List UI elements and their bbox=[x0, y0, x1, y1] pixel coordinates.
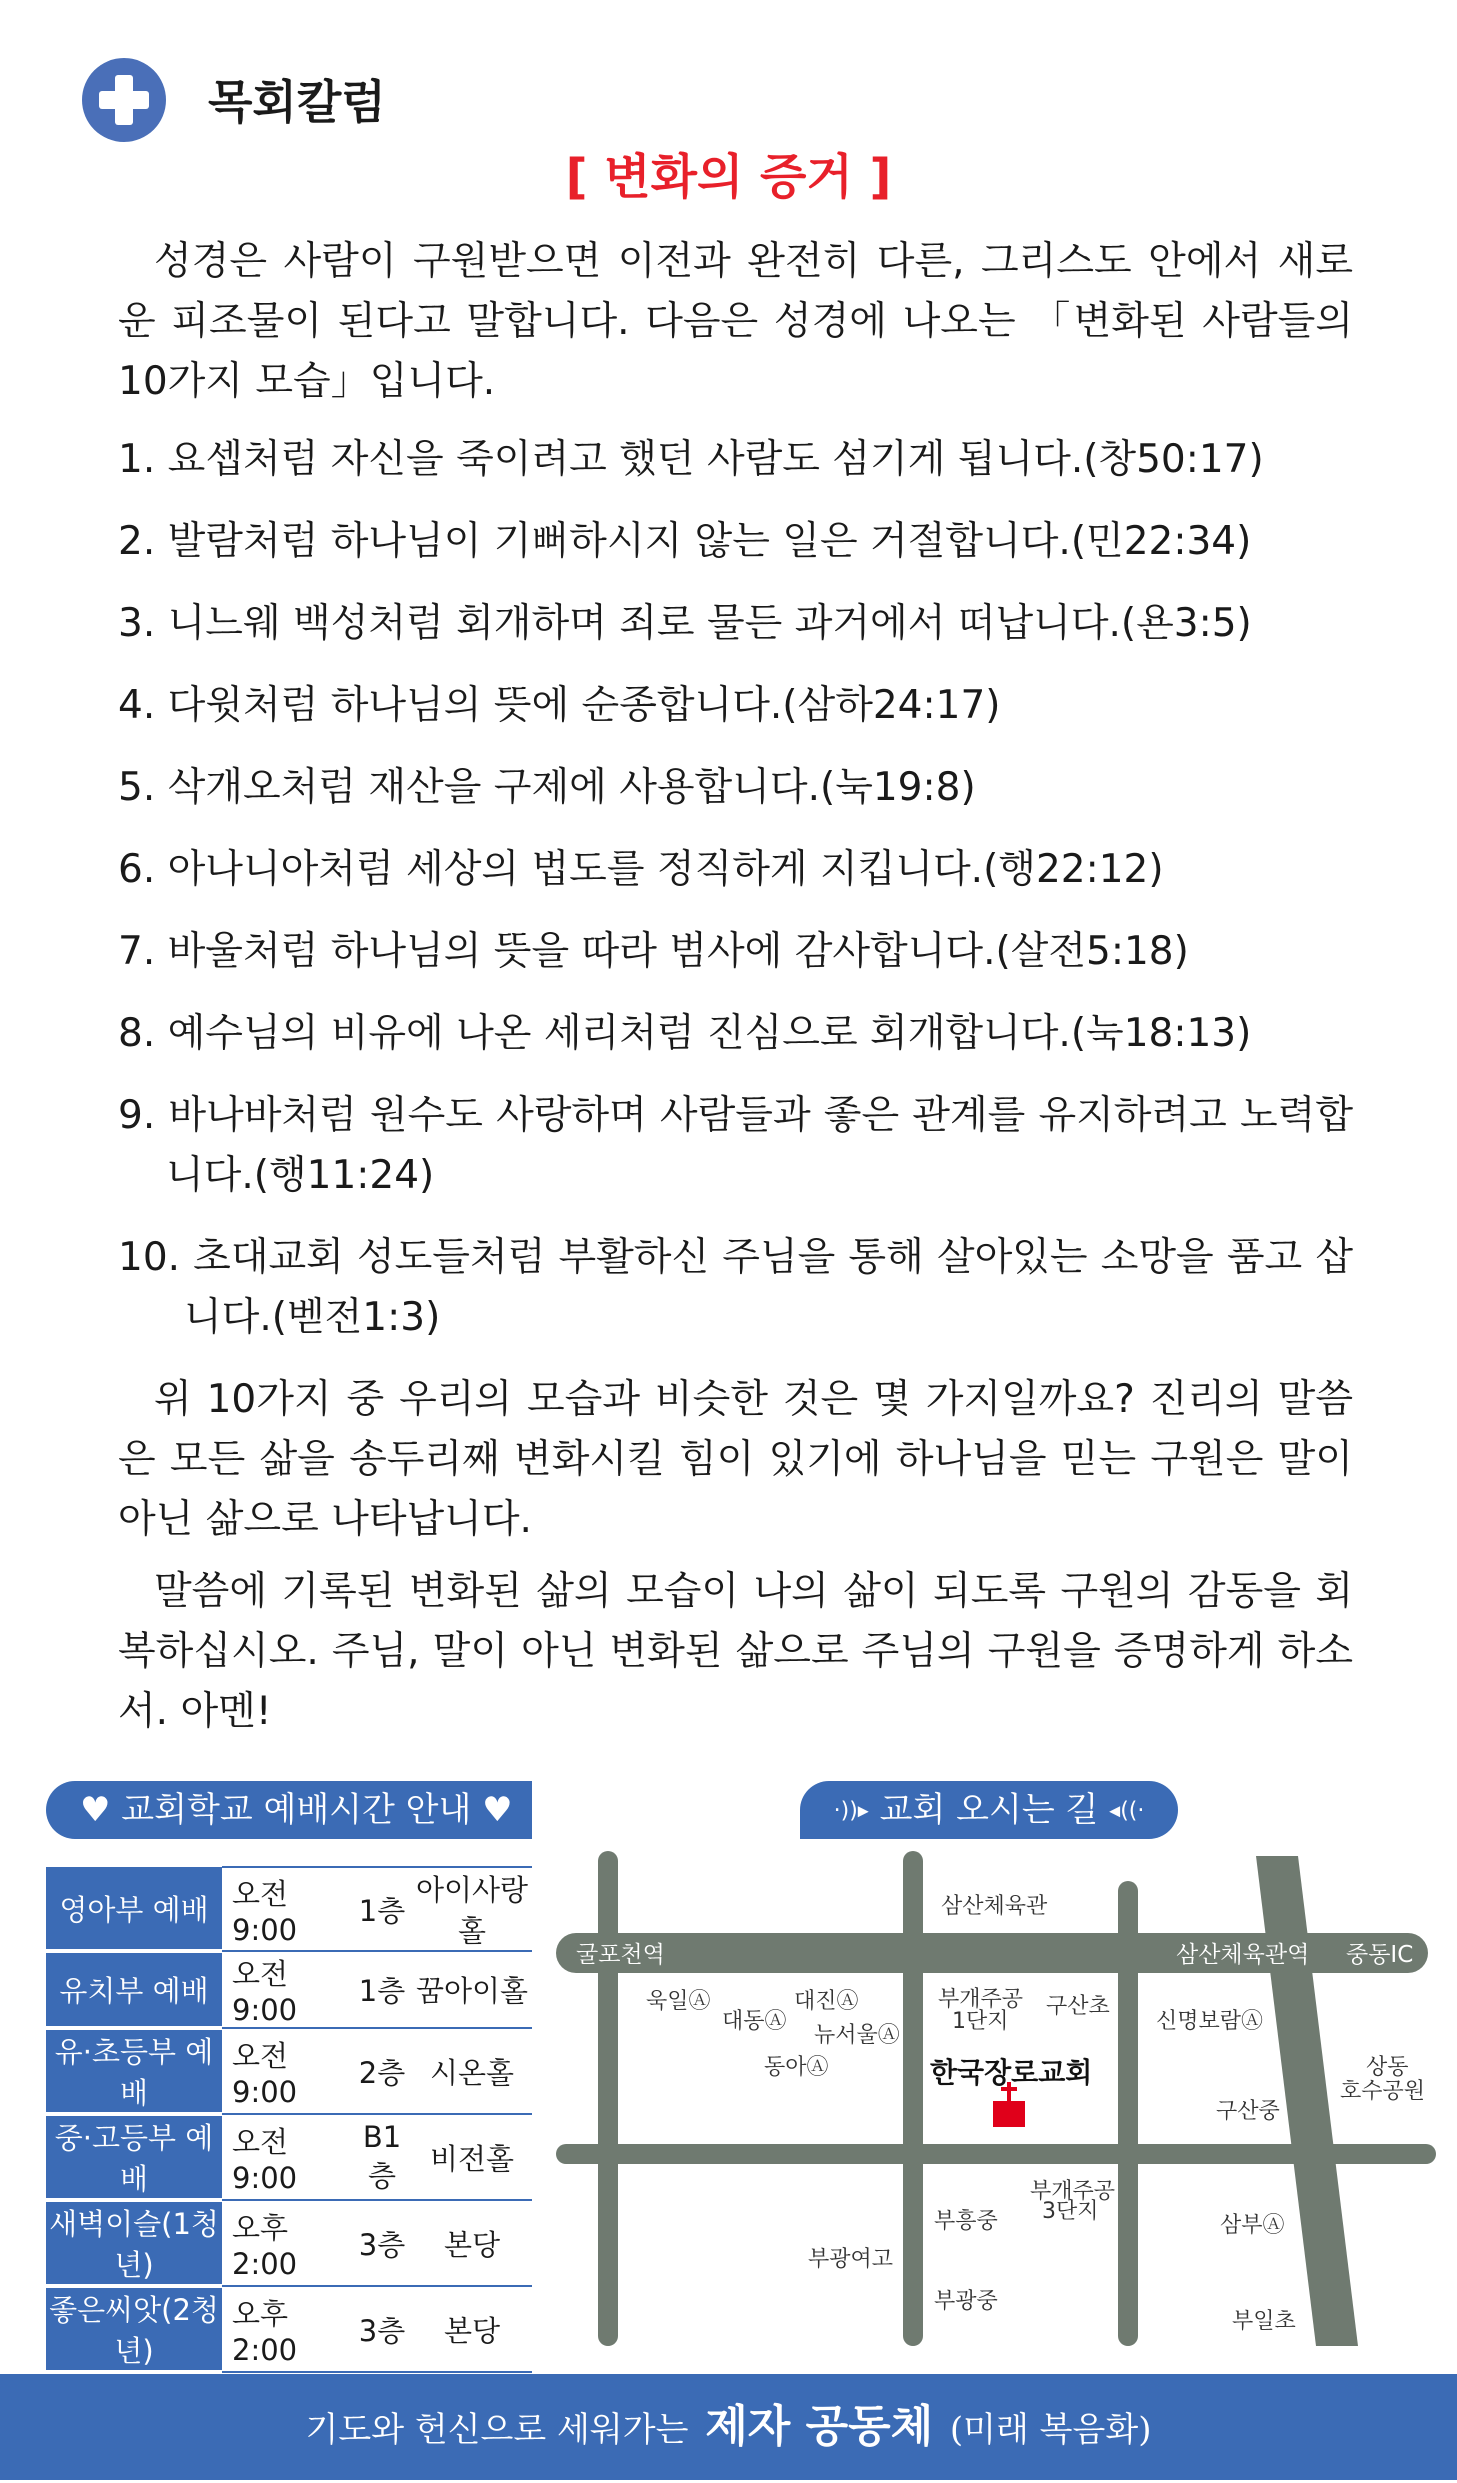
church-marker bbox=[993, 2101, 1025, 2127]
room-cell: 본당 bbox=[412, 2200, 532, 2286]
list-item: 10. 초대교회 성도들처럼 부활하신 주님을 통해 살아있는 소망을 품고 삽니다.(벧전1:3) bbox=[118, 1235, 1353, 1340]
floor-cell: B1층 bbox=[352, 2114, 412, 2200]
road bbox=[598, 1851, 618, 2346]
footer-text: 기도와 헌신으로 세워가는 bbox=[305, 2410, 689, 2450]
list-item: 7. 바울처럼 하나님의 뜻을 따라 범사에 감사합니다.(살전5:18) bbox=[118, 929, 1189, 974]
dept-label: 중·고등부 예배 bbox=[46, 2114, 222, 2200]
map-label: 대동Ⓐ bbox=[722, 2009, 787, 2034]
room-cell: 시온홀 bbox=[412, 2028, 532, 2114]
time-cell: 오후 2:00 bbox=[222, 2286, 352, 2372]
map-label: 신명보람Ⓐ bbox=[1156, 2009, 1264, 2034]
list-item: 6. 아나니아처럼 세상의 법도를 정직하게 지킵니다.(행22:12) bbox=[118, 847, 1164, 892]
intro-paragraph: 성경은 사람이 구원받으면 이전과 완전히 다른, 그리스도 안에서 새로운 피조물이 된다고 말합니다. 다음은 성경에 나오는 「변화된 사람들의 10가지 모습」입니다. bbox=[118, 239, 1353, 404]
map-label: 부광여고 bbox=[808, 2247, 894, 2272]
map-label: 굴포천역 bbox=[576, 1942, 665, 1968]
dept-label: 유·초등부 예배 bbox=[46, 2028, 222, 2114]
sound-waves-icon: ◂((· bbox=[1109, 1798, 1145, 1824]
time-cell: 오전 9:00 bbox=[222, 1867, 352, 1951]
paragraph-3: 말씀에 기록된 변화된 삶의 모습이 나의 삶이 되도록 구원의 감동을 회복하십시오. 주님, 말이 아닌 변화된 삶으로 주님의 구원을 증명하게 하소서. 아멘! bbox=[118, 1569, 1353, 1734]
floor-cell: 3층 bbox=[352, 2200, 412, 2286]
map-label: 상동 bbox=[1366, 2055, 1409, 2080]
plus-icon bbox=[82, 58, 166, 142]
time-cell: 오전 9:00 bbox=[222, 1951, 352, 2028]
time-cell: 오후 2:00 bbox=[222, 2200, 352, 2286]
map-label: 부광중 bbox=[934, 2289, 998, 2314]
map-label: 3단지 bbox=[1042, 2199, 1099, 2224]
paragraph-2: 위 10가지 중 우리의 모습과 비슷한 것은 몇 가지일까요? 진리의 말씀은 모든 삶을 송두리째 변화시킬 힘이 있기에 하나님을 믿는 구원은 말이 아닌 삶으로 나타납니다. bbox=[118, 1377, 1353, 1542]
room-cell: 아이사랑홀 bbox=[412, 1867, 532, 1951]
church-name: 한국장로교회 bbox=[930, 2056, 1093, 2089]
map-label: 동아Ⓐ bbox=[764, 2055, 829, 2080]
schedule-table bbox=[46, 1866, 532, 2374]
map-title-text: 교회 오시는 길 bbox=[879, 1790, 1099, 1830]
map-label: 삼산체육관 bbox=[941, 1894, 1048, 1919]
map-label: 중동IC bbox=[1346, 1942, 1414, 1968]
floor-cell: 2층 bbox=[352, 2028, 412, 2114]
table-row bbox=[46, 1951, 532, 2028]
table-row bbox=[46, 2200, 532, 2286]
map-label: 1단지 bbox=[952, 2009, 1009, 2034]
schedule-title: ♥ 교회학교 예배시간 안내 ♥ bbox=[46, 1781, 532, 1839]
footer-emphasis: 제자 공동체 bbox=[705, 2401, 934, 2452]
table-row bbox=[46, 1867, 532, 1951]
dept-label: 좋은씨앗(2청년) bbox=[46, 2286, 222, 2372]
list-item: 9. 바나바처럼 원수도 사랑하며 사람들과 좋은 관계를 유지하려고 노력합니다.(행11:24) bbox=[118, 1093, 1353, 1198]
floor-cell: 1층 bbox=[352, 1867, 412, 1951]
article-title: [ 변화의 증거 ] bbox=[565, 149, 892, 205]
map-label: 구산초 bbox=[1046, 1994, 1110, 2019]
room-cell: 비전홀 bbox=[412, 2114, 532, 2200]
table-row bbox=[46, 2028, 532, 2114]
time-cell: 오전 9:00 bbox=[222, 2028, 352, 2114]
time-cell: 오전 9:00 bbox=[222, 2114, 352, 2200]
map-label: 호수공원 bbox=[1340, 2079, 1426, 2104]
dept-label: 영아부 예배 bbox=[46, 1867, 222, 1951]
room-cell: 꿈아이홀 bbox=[412, 1951, 532, 2028]
map-label: 삼부Ⓐ bbox=[1220, 2213, 1285, 2238]
map-label: 뉴서울Ⓐ bbox=[814, 2023, 900, 2048]
road bbox=[556, 2144, 1436, 2164]
dept-label: 새벽이슬(1청년) bbox=[46, 2200, 222, 2286]
list-item: 4. 다윗처럼 하나님의 뜻에 순종합니다.(삼하24:17) bbox=[118, 683, 1001, 728]
map-label: 부일초 bbox=[1232, 2309, 1296, 2334]
footer bbox=[0, 2374, 1457, 2480]
list-item: 8. 예수님의 비유에 나온 세리처럼 진심으로 회개합니다.(눅18:13) bbox=[118, 1011, 1252, 1056]
room-cell: 본당 bbox=[412, 2286, 532, 2372]
table-row bbox=[46, 2286, 532, 2372]
footer-text: (미래 복음화) bbox=[949, 2410, 1152, 2450]
map-label: 부개주공 bbox=[1030, 2179, 1116, 2204]
map-label: 욱일Ⓐ bbox=[646, 1989, 711, 2014]
road bbox=[903, 1851, 923, 2346]
list-item: 2. 발람처럼 하나님이 기뻐하시지 않는 일은 거절합니다.(민22:34) bbox=[118, 519, 1252, 564]
dept-label: 유치부 예배 bbox=[46, 1951, 222, 2028]
map-label: 구산중 bbox=[1216, 2099, 1280, 2124]
section-title: 목회칼럼 bbox=[208, 75, 386, 129]
floor-cell: 1층 bbox=[352, 1951, 412, 2028]
list-item: 3. 니느웨 백성처럼 회개하며 죄로 물든 과거에서 떠납니다.(욘3:5) bbox=[118, 601, 1252, 646]
location-map bbox=[556, 1846, 1436, 2351]
floor-cell: 3층 bbox=[352, 2286, 412, 2372]
article-body bbox=[118, 232, 1353, 412]
map-label: 부흥중 bbox=[934, 2209, 998, 2234]
list-item: 1. 요셉처럼 자신을 죽이려고 했던 사람도 섬기게 됩니다.(창50:17) bbox=[118, 437, 1264, 482]
sound-waves-icon: ·))▸ bbox=[833, 1798, 869, 1824]
map-label: 삼산체육관역 bbox=[1176, 1942, 1310, 1968]
list-item: 5. 삭개오처럼 재산을 구제에 사용합니다.(눅19:8) bbox=[118, 765, 976, 810]
map-label: 대진Ⓐ bbox=[794, 1989, 859, 2014]
table-row bbox=[46, 2114, 532, 2200]
map-title bbox=[800, 1781, 1178, 1839]
map-label: 부개주공 bbox=[938, 1987, 1024, 2012]
